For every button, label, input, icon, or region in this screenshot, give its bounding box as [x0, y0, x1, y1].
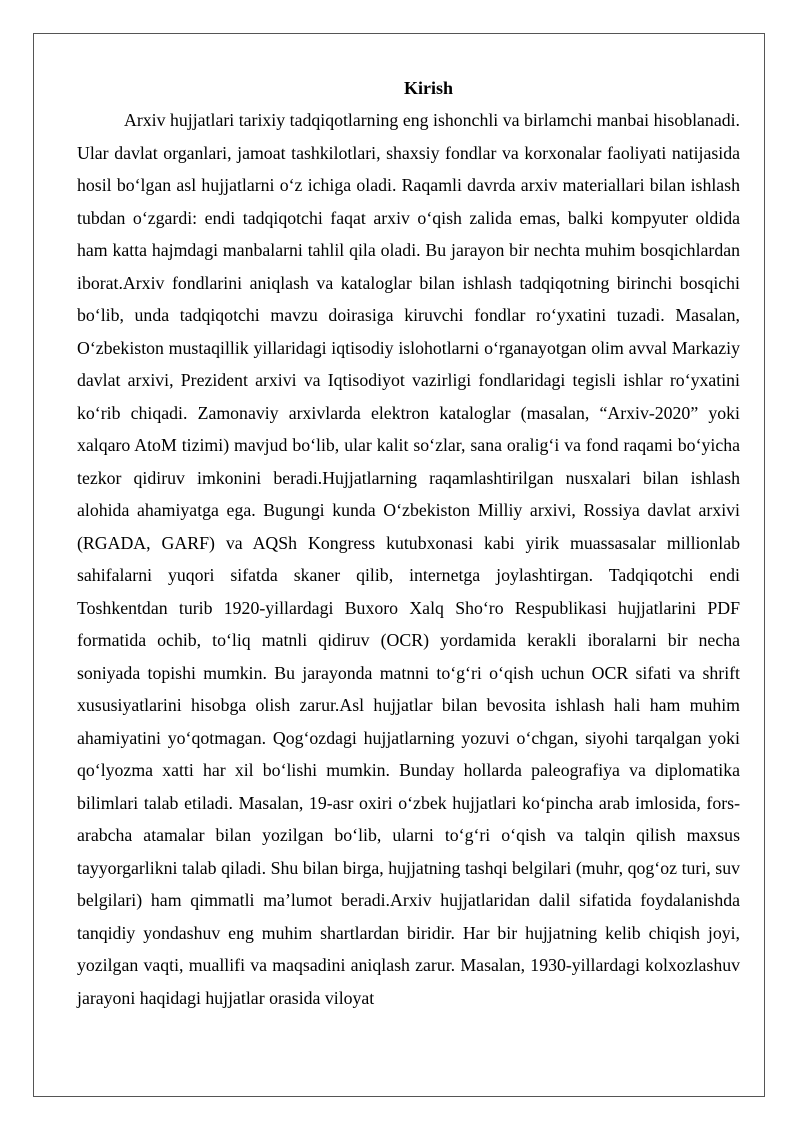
body-paragraph: Arxiv hujjatlari tarixiy tadqiqotlarning eng ishonchli va birlamchi manbai hisoblanadi. Ular davlat organlari, jamoat tashkilotlari, shaxsiy fondlar va korxonalar faoliyati natijasida hosil bo‘lgan asl hujjatlarni o‘z ichiga oladi. Raqamli davrda arxiv materiallari bilan ishlash tubdan o‘zgardi: endi tadqiqotchi faqat arxiv o‘qish zalida emas, balki kompyuter oldida ham katta hajmdagi manbalarni tahlil qila oladi. Bu jarayon bir nechta muhim bosqichlardan iborat.Arxiv fondlarini aniqlash va kataloglar bilan ishlash tadqiqotning birinchi bosqichi bo‘lib, unda tadqiqotchi mavzu doirasiga kiruvchi fondlar ro‘yxatini tuzadi. Masalan, O‘zbekiston mustaqillik yillaridagi iqtisodiy islohotlarni o‘rganayotgan olim avval Markaziy davlat arxivi, Prezident arxivi va Iqtisodiyot vazirligi fondlaridagi tegisli ishlar ro‘yxatini ko‘rib chiqadi. Zamonaviy arxivlarda elektron kataloglar (masalan, “Arxiv-2020” yoki xalqaro AtoM tizimi) mavjud bo‘lib, ular kalit so‘zlar, sana oralig‘i va fond raqami bo‘yicha tezkor qidiruv imkonini beradi.Hujjatlarning raqamlashtirilgan nusxalari bilan ishlash alohida ahamiyatga ega. Bugungi kunda O‘zbekiston Milliy arxivi, Rossiya davlat arxivi (RGADA, GARF) va AQSh Kongress kutubxonasi kabi yirik muassasalar millionlab sahifalarni yuqori sifatda skaner qilib, internetga joylashtirgan. Tadqiqotchi endi Toshkentdan turib 1920-yillardagi Buxoro Xalq Sho‘ro Respublikasi hujjatlarini PDF formatida ochib, to‘liq matnli qidiruv (OCR) yordamida kerakli iboralarni bir necha soniyada topishi mumkin. Bu jarayonda matnni to‘g‘ri o‘qish uchun OCR sifati va shrift xususiyatlarini hisobga olish zarur.Asl hujjatlar bilan bevosita ishlash hali ham muhim ahamiyatini yo‘qotmagan. Qog‘ozdagi hujjatlarning yozuvi o‘chgan, siyohi tarqalgan yoki qo‘lyozma xatti har xil bo‘lishi mumkin. Bunday hollarda paleografiya va diplomatika bilimlari talab etiladi. Masalan, 19-asr oxiri o‘zbek hujjatlari ko‘pincha arab imlosida, fors-arabcha atamalar bilan yozilgan bo‘lib, ularni to‘g‘ri o‘qish va talqin qilish maxsus tayyorgarlikni talab qiladi. Shu bilan birga, hujjatning tashqi belgilari (muhr, qog‘oz turi, suv belgilari) ham qimmatli ma’lumot beradi.Arxiv hujjatlaridan dalil sifatida foydalanishda tanqidiy yondashuv eng muhim shartlardan biridir. Har bir hujjatning kelib chiqish joyi, yozilgan vaqti, muallifi va maqsadini aniqlash zarur. Masalan, 1930-yillardagi kolxozlashuv jarayoni haqidagi hujjatlar orasida viloyat: [77, 110, 740, 1008]
page-title: Kirish: [403, 78, 453, 98]
document-content: [77, 72, 740, 1014]
